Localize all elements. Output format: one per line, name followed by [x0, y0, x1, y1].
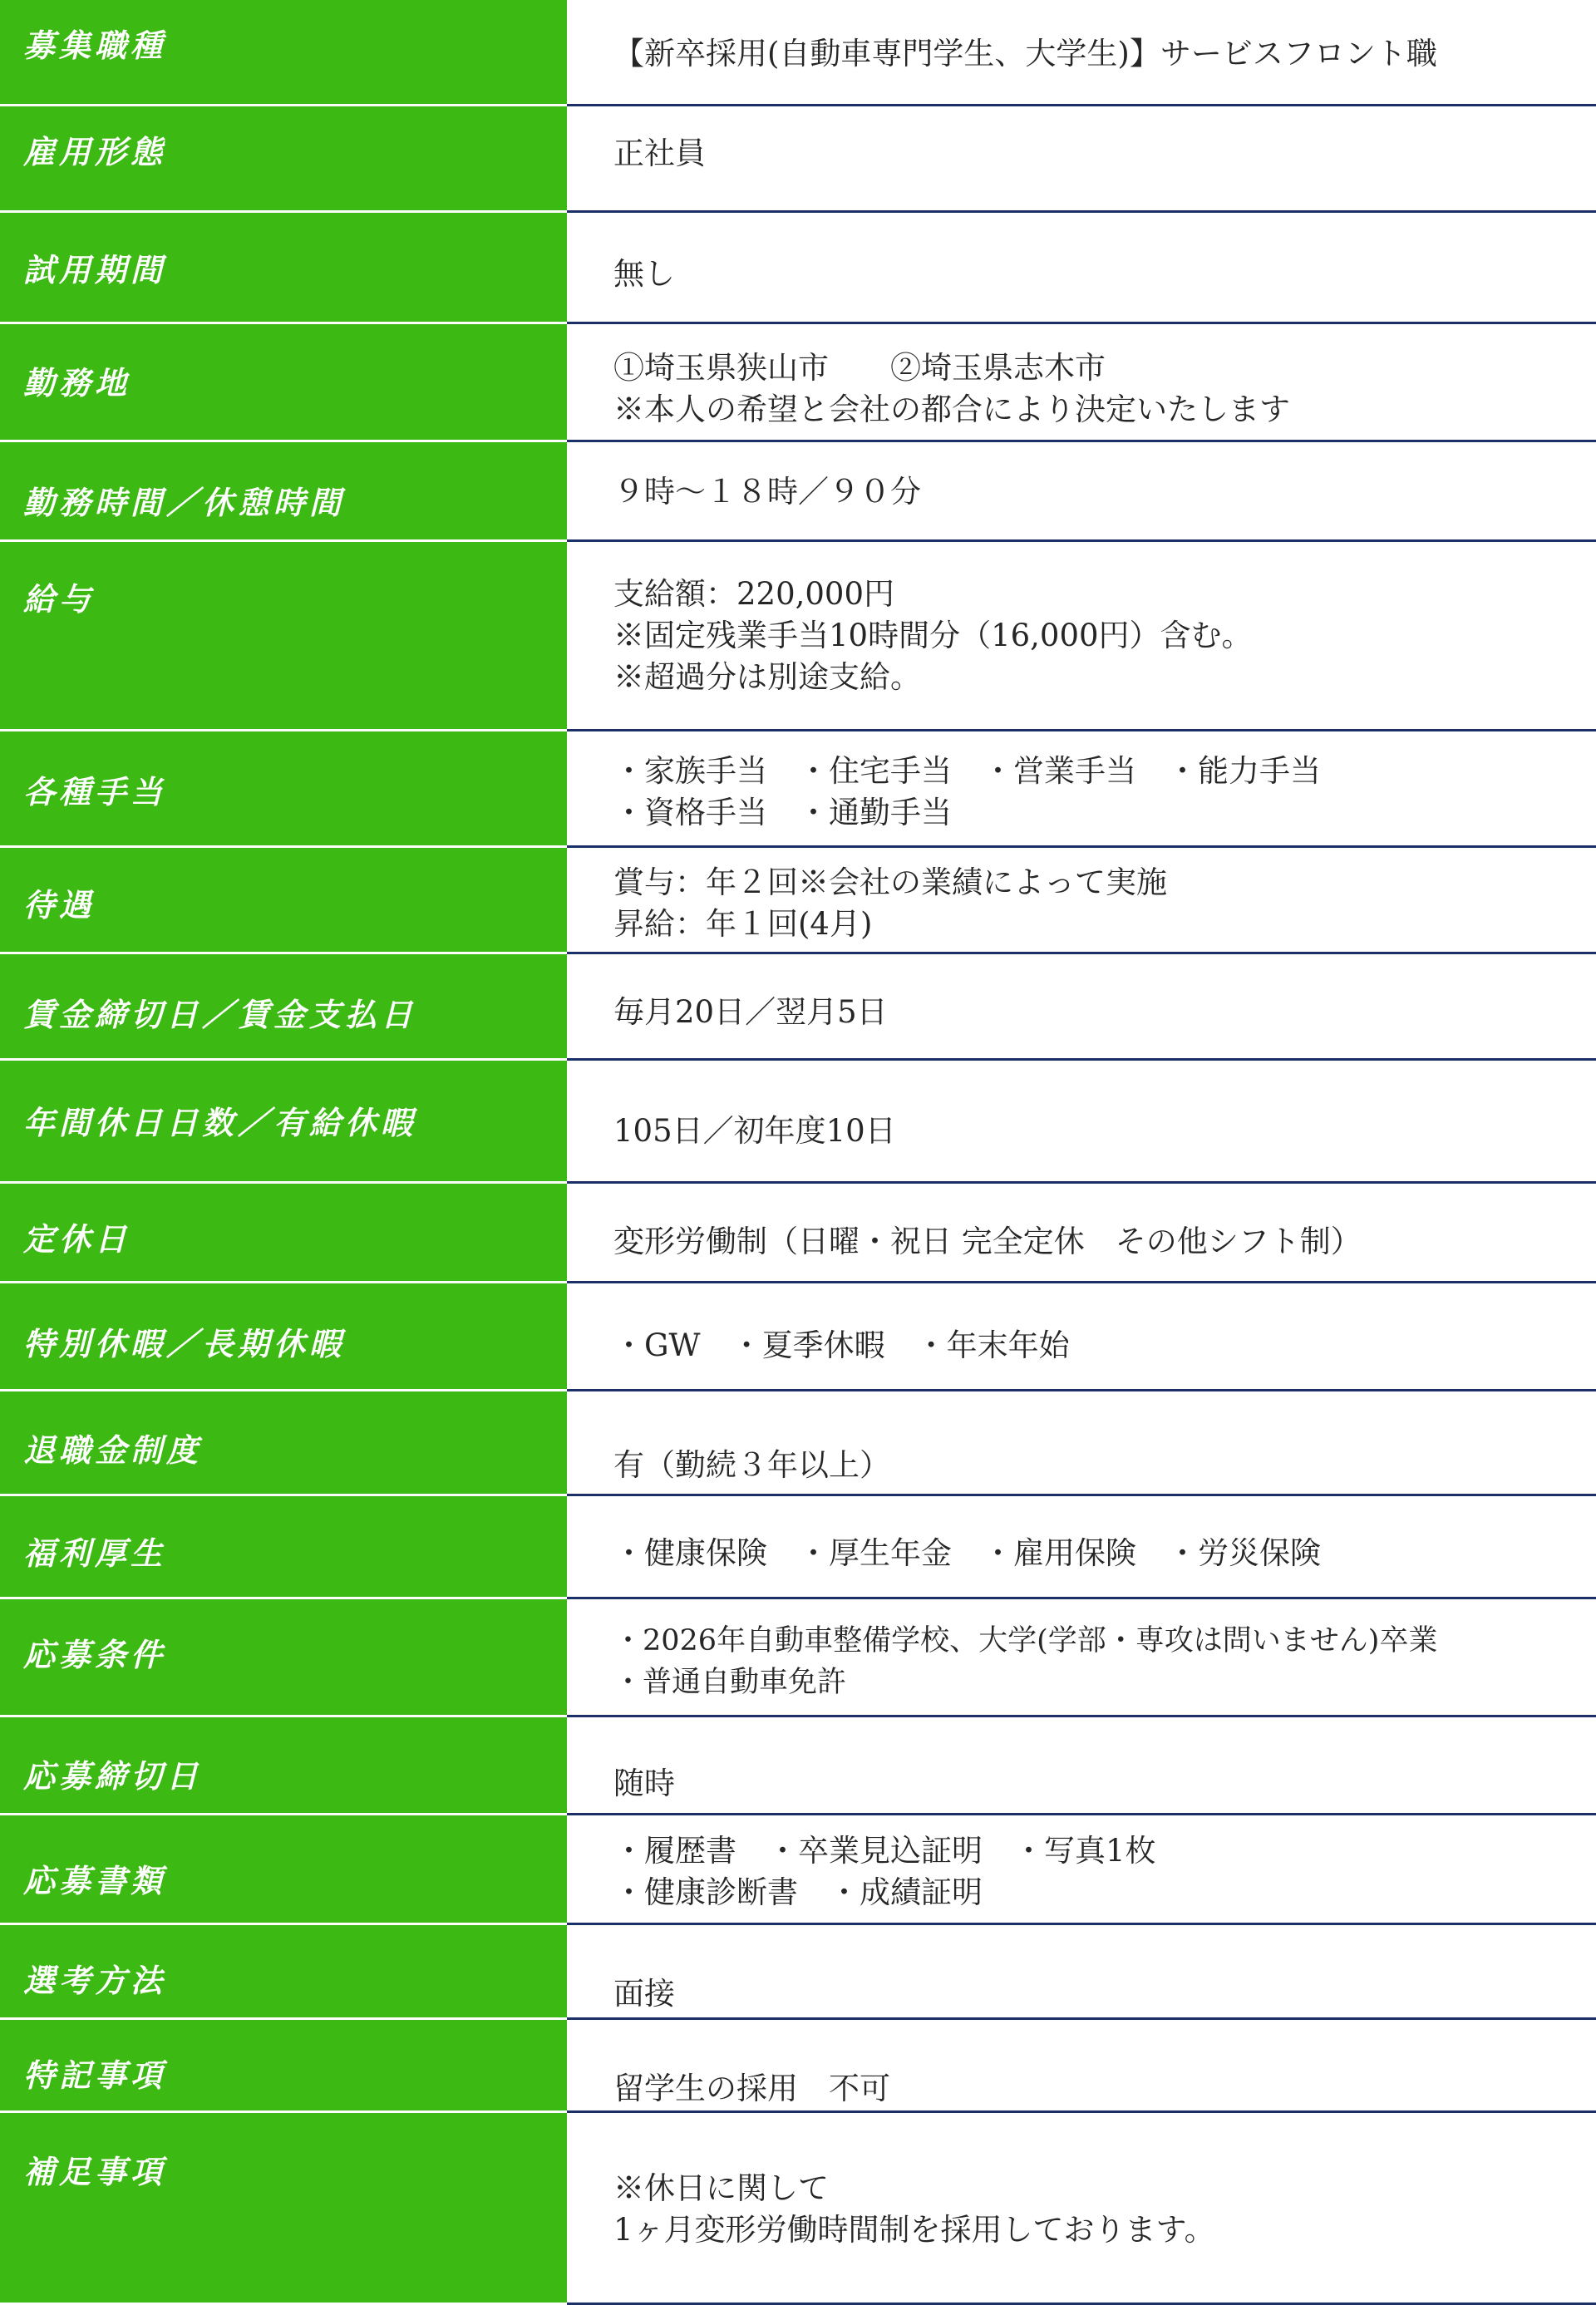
- table-row: [0, 213, 1596, 324]
- table-row: [0, 1815, 1596, 1925]
- row-value-line: 賞与：年２回※会社の業績によって実施: [613, 864, 1167, 900]
- row-label: 特別休暇／長期休暇: [23, 1325, 346, 1362]
- table-row: [0, 1061, 1596, 1184]
- row-label: 給与: [23, 580, 96, 618]
- row-label-cell: [0, 1391, 567, 1496]
- row-label-cell: [0, 1815, 567, 1925]
- row-label-cell: [0, 106, 567, 213]
- row-value: [613, 1111, 896, 1152]
- table-row: [0, 1717, 1596, 1815]
- row-label-cell: [0, 1061, 567, 1184]
- row-value-line: ・普通自動車免許: [613, 1666, 847, 1699]
- row-value-line: 留学生の採用 不可: [613, 2071, 890, 2106]
- row-label: 雇用形態: [23, 133, 167, 170]
- row-label-cell: [0, 442, 567, 542]
- row-value-line: ①埼玉県狭山市 ②埼玉県志木市: [613, 350, 1106, 386]
- row-label-cell: [0, 1717, 567, 1815]
- row-label-cell: [0, 848, 567, 954]
- row-value-cell: [567, 442, 1596, 542]
- row-value: [613, 2168, 1215, 2251]
- row-value-line: ・資格手当 ・通勤手当: [613, 795, 952, 830]
- table-row: [0, 2113, 1596, 2305]
- table-row: [0, 2020, 1596, 2113]
- table-row: [0, 106, 1596, 213]
- table-row: [0, 1925, 1596, 2020]
- table-row: [0, 731, 1596, 848]
- table-row: [0, 324, 1596, 442]
- row-label-cell: [0, 2020, 567, 2113]
- row-label-cell: [0, 324, 567, 442]
- table-row: [0, 848, 1596, 954]
- table-row: [0, 954, 1596, 1061]
- row-value-line: ※本人の希望と会社の都合により決定いたします: [613, 392, 1290, 427]
- row-value-cell: [567, 731, 1596, 848]
- row-value-line: 無し: [613, 256, 675, 292]
- table-row: [0, 542, 1596, 731]
- row-value-line: 支給額：220,000円: [613, 576, 895, 612]
- row-label: 年間休日日数／有給休暇: [23, 1104, 417, 1141]
- row-value-line: ※休日に関して: [613, 2170, 829, 2206]
- table-row: [0, 0, 1596, 106]
- row-label-cell: [0, 542, 567, 731]
- row-label: 待遇: [23, 886, 96, 923]
- row-value-cell: [567, 1599, 1596, 1717]
- row-value: [613, 347, 1290, 431]
- row-value-line: 昇給：年１回(4月): [613, 906, 873, 942]
- row-label-cell: [0, 954, 567, 1061]
- row-value-line: ・2026年自動車整備学校、大学(学部・専攻は問いません)卒業: [613, 1624, 1438, 1657]
- row-label: 試用期間: [23, 251, 167, 288]
- row-value: [613, 1533, 1321, 1574]
- row-value-cell: [567, 1496, 1596, 1599]
- row-label-cell: [0, 1184, 567, 1283]
- table-row: [0, 1283, 1596, 1391]
- row-value-cell: [567, 1283, 1596, 1391]
- row-value-line: 105日／初年度10日: [613, 1113, 896, 1149]
- row-label: 定休日: [23, 1220, 131, 1258]
- row-value-line: ・家族手当 ・住宅手当 ・営業手当 ・能力手当: [613, 753, 1321, 789]
- table-row: [0, 1496, 1596, 1599]
- row-label: 勤務地: [23, 364, 131, 401]
- row-value: [613, 862, 1167, 945]
- row-label: 福利厚生: [23, 1534, 167, 1572]
- row-label-cell: [0, 1599, 567, 1717]
- row-value-cell: [567, 954, 1596, 1061]
- row-value-line: ・健康保険 ・厚生年金 ・雇用保険 ・労災保険: [613, 1535, 1321, 1571]
- row-value-line: 正社員: [613, 135, 706, 171]
- row-value-cell: [567, 1184, 1596, 1283]
- row-value-cell: [567, 1717, 1596, 1815]
- table-row: [0, 442, 1596, 542]
- row-value-line: 【新卒採用(自動車専門学生、大学生)】サービスフロント職: [613, 36, 1437, 71]
- row-value: [613, 1221, 1362, 1263]
- row-label: 退職金制度: [23, 1431, 203, 1469]
- row-value-cell: [567, 2113, 1596, 2305]
- row-label: 勤務時間／休憩時間: [23, 484, 346, 521]
- row-value: [613, 992, 888, 1033]
- row-label-cell: [0, 731, 567, 848]
- row-value-cell: [567, 324, 1596, 442]
- row-value-cell: [567, 1925, 1596, 2020]
- table-row: [0, 1599, 1596, 1717]
- row-label: 募集職種: [23, 27, 167, 64]
- row-label: 応募締切日: [23, 1757, 203, 1795]
- row-value: [613, 254, 675, 295]
- row-label: 各種手当: [23, 773, 167, 810]
- row-label-cell: [0, 1283, 567, 1391]
- row-value-cell: [567, 106, 1596, 213]
- row-value: [613, 1830, 1156, 1913]
- row-label: 賃金締切日／賃金支払日: [23, 996, 417, 1033]
- row-value: [613, 1445, 890, 1486]
- row-value-cell: [567, 1815, 1596, 1925]
- row-value-line: 毎月20日／翌月5日: [613, 994, 888, 1030]
- row-label: 選考方法: [23, 1962, 167, 1999]
- row-value-cell: [567, 1391, 1596, 1496]
- row-value: [613, 574, 1253, 698]
- row-value-line: 変形労働制（日曜・祝日 完全定休 その他シフト制）: [613, 1224, 1362, 1259]
- row-value: [613, 133, 706, 175]
- row-value-line: ・GW ・夏季休暇 ・年末年始: [613, 1327, 1070, 1363]
- row-label-cell: [0, 0, 567, 106]
- row-value-line: ・健康診断書 ・成績証明: [613, 1874, 983, 1910]
- row-label: 応募条件: [23, 1636, 167, 1673]
- row-value-line: 随時: [613, 1766, 675, 1801]
- row-value-line: ・履歴書 ・卒業見込証明 ・写真1枚: [613, 1833, 1156, 1869]
- row-label: 応募書類: [23, 1862, 167, 1899]
- row-value: [613, 751, 1321, 834]
- row-value-line: ９時～１８時／９０分: [613, 474, 921, 510]
- row-value-cell: [567, 0, 1596, 106]
- row-value-cell: [567, 2020, 1596, 2113]
- table-row: [0, 1184, 1596, 1283]
- row-value: [613, 33, 1437, 75]
- row-value: [613, 1973, 675, 2015]
- row-label-cell: [0, 2113, 567, 2305]
- row-value-cell: [567, 848, 1596, 954]
- row-value: [613, 1620, 1437, 1703]
- row-value-cell: [567, 1061, 1596, 1184]
- row-label-cell: [0, 1496, 567, 1599]
- row-value-line: ※固定残業手当10時間分（16,000円）含む。: [613, 618, 1253, 653]
- row-value-line: 1ヶ月変形労働時間制を採用しております。: [613, 2212, 1215, 2248]
- row-value: [613, 471, 921, 513]
- table-row: [0, 1391, 1596, 1496]
- row-value-cell: [567, 542, 1596, 731]
- row-value-line: 面接: [613, 1976, 675, 2012]
- row-value-line: 有（勤続３年以上）: [613, 1447, 890, 1483]
- row-value: [613, 2068, 890, 2110]
- row-label: 補足事項: [23, 2153, 167, 2190]
- row-value: [613, 1325, 1070, 1367]
- row-label: 特記事項: [23, 2056, 167, 2094]
- row-label-cell: [0, 213, 567, 324]
- row-value-line: ※超過分は別途支給。: [613, 659, 921, 695]
- row-value-cell: [567, 213, 1596, 324]
- row-label-cell: [0, 1925, 567, 2020]
- row-value: [613, 1763, 675, 1805]
